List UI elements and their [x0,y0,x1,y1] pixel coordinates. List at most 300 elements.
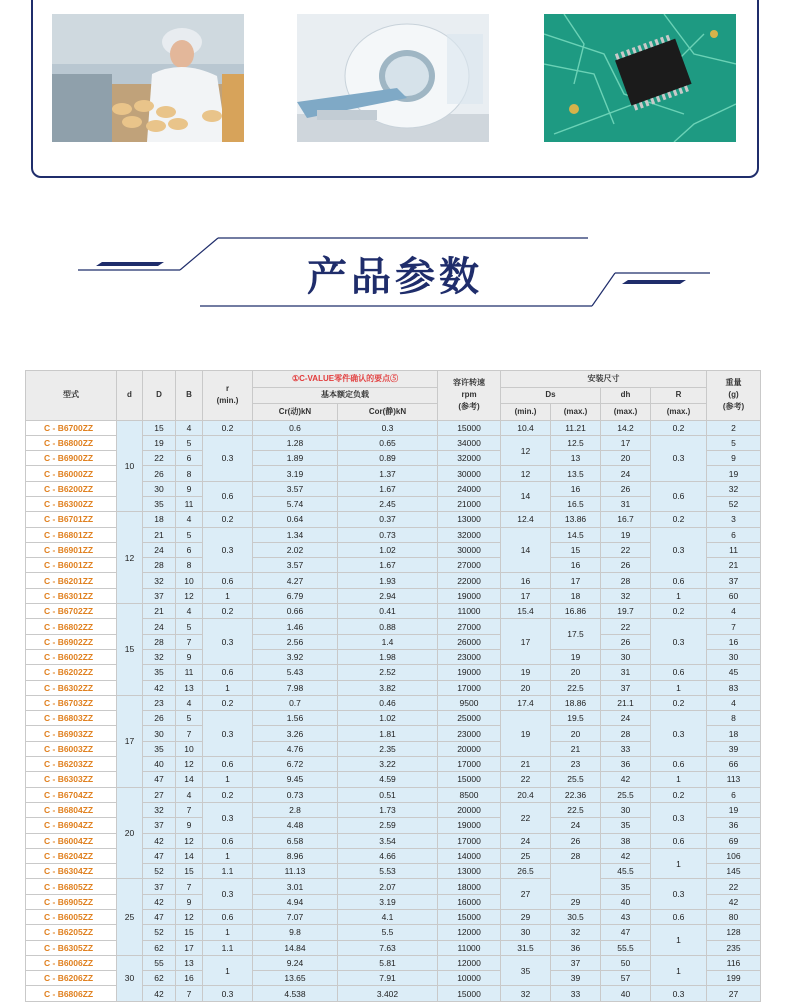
header-model: 型式 [26,371,117,421]
cell-dsmax: 22.36 [551,787,601,802]
cell-dh: 26 [601,558,651,573]
spec-table-body [26,420,761,1001]
cell-rpm: 32000 [438,527,501,542]
cell-R: 1 [651,848,707,879]
cell-model: C - B6301ZZ [26,588,117,603]
cell-D: 32 [143,802,176,817]
cell-model: C - B6000ZZ [26,466,117,481]
cell-d: 12 [117,512,143,604]
cell-g: 22 [707,879,761,894]
header-r-min: (min.) [216,396,239,406]
cell-cor: 2.59 [338,818,438,833]
cell-rpm: 19000 [438,588,501,603]
cell-D: 15 [143,420,176,435]
cell-r: 0.6 [203,481,253,512]
cell-rpm: 15000 [438,910,501,925]
cell-cor: 4.66 [338,848,438,863]
cell-dsmax: 15 [551,542,601,557]
cell-cr: 1.56 [253,711,338,726]
cell-dh: 22 [601,542,651,557]
cell-g: 80 [707,910,761,925]
cell-rpm: 10000 [438,971,501,986]
cell-B: 14 [176,848,203,863]
cell-r: 1.1 [203,940,253,955]
cell-rpm: 11000 [438,604,501,619]
cell-B: 4 [176,787,203,802]
cell-D: 32 [143,573,176,588]
cell-g: 37 [707,573,761,588]
cell-dsmax: 17 [551,573,601,588]
cell-r: 0.6 [203,833,253,848]
header-weight-1: 重量 [725,378,742,388]
cell-D: 18 [143,512,176,527]
cell-R: 0.6 [651,481,707,512]
table-row [26,695,761,710]
header-weight [707,371,761,421]
cell-cr: 4.27 [253,573,338,588]
header-install: 安装尺寸 [501,371,707,388]
cell-dh: 28 [601,726,651,741]
cell-cor: 2.94 [338,588,438,603]
cell-dsmax: 16.86 [551,604,601,619]
header-load-group [253,371,438,388]
table-row [26,879,761,894]
cell-dsmax: 26 [551,833,601,848]
cell-dsmin: 19 [501,711,551,757]
cell-dh: 26 [601,634,651,649]
cell-r: 1.1 [203,864,253,879]
cell-model: C - B6304ZZ [26,864,117,879]
cell-cor: 1.02 [338,542,438,557]
cell-cor: 1.4 [338,634,438,649]
cell-cor: 2.07 [338,879,438,894]
cell-D: 32 [143,649,176,664]
cell-dsmax: 22.5 [551,802,601,817]
cell-B: 6 [176,451,203,466]
cell-rpm: 19000 [438,665,501,680]
table-row [26,787,761,802]
cell-g: 39 [707,741,761,756]
cell-D: 47 [143,910,176,925]
cell-model: C - B6805ZZ [26,879,117,894]
cell-dsmax: 19 [551,649,601,664]
cell-cor: 3.22 [338,757,438,772]
cell-r: 0.2 [203,604,253,619]
cell-model: C - B6300ZZ [26,496,117,511]
cell-rpm: 25000 [438,711,501,726]
cell-g: 52 [707,496,761,511]
cell-dh: 42 [601,772,651,787]
cell-dh: 57 [601,971,651,986]
cell-cor: 5.53 [338,864,438,879]
cell-model: C - B6202ZZ [26,665,117,680]
cell-rpm: 21000 [438,496,501,511]
cell-rpm: 12000 [438,955,501,970]
cell-D: 62 [143,940,176,955]
cell-dsmax: 33 [551,986,601,1001]
cell-dsmax: 29 [551,894,601,909]
cell-cr: 5.43 [253,665,338,680]
cell-cor: 0.51 [338,787,438,802]
cell-B: 9 [176,894,203,909]
cell-cor: 0.65 [338,435,438,450]
cell-dh: 43 [601,910,651,925]
cell-dsmax: 11.21 [551,420,601,435]
cell-r: 0.2 [203,420,253,435]
cell-B: 14 [176,772,203,787]
cell-d: 25 [117,879,143,955]
cell-D: 37 [143,818,176,833]
cell-D: 47 [143,848,176,863]
cell-R: 0.6 [651,665,707,680]
cell-R: 1 [651,680,707,695]
cell-cr: 9.8 [253,925,338,940]
cell-cr: 6.79 [253,588,338,603]
cell-R: 0.3 [651,879,707,910]
cell-cr: 0.73 [253,787,338,802]
header-r [203,371,253,421]
cell-dsmin: 12.4 [501,512,551,527]
cell-cr: 1.46 [253,619,338,634]
cell-r: 1 [203,955,253,986]
cell-rpm: 26000 [438,634,501,649]
cell-dsmin: 17.4 [501,695,551,710]
cell-D: 26 [143,711,176,726]
cell-R: 0.3 [651,619,707,665]
cell-r: 0.3 [203,879,253,910]
cell-d: 17 [117,695,143,787]
cell-dh: 17 [601,435,651,450]
cell-dsmax: 17.5 [551,619,601,650]
cell-rpm: 32000 [438,451,501,466]
cell-g: 8 [707,711,761,726]
cell-cor: 2.35 [338,741,438,756]
cell-r: 0.3 [203,711,253,757]
cell-R: 1 [651,925,707,956]
cell-rpm: 17000 [438,757,501,772]
cell-B: 9 [176,649,203,664]
cell-B: 12 [176,757,203,772]
header-load-group-top: ①C-VALUE零件确认的要点⑤ [291,373,399,383]
table-row [26,604,761,619]
cell-cr: 3.26 [253,726,338,741]
cell-dh: 42 [601,848,651,863]
cell-dsmin: 31.5 [501,940,551,955]
cell-dsmax: 13 [551,451,601,466]
cell-D: 62 [143,971,176,986]
cell-R: 0.6 [651,573,707,588]
cell-g: 7 [707,619,761,634]
cell-rpm: 15000 [438,986,501,1001]
cell-B: 11 [176,496,203,511]
cell-dsmax: 13.86 [551,512,601,527]
section-title: 产品参数 [307,254,483,300]
cell-rpm: 30000 [438,466,501,481]
cell-dh: 55.5 [601,940,651,955]
cell-cor: 7.91 [338,971,438,986]
cell-dsmax: 22.5 [551,680,601,695]
cell-B: 15 [176,864,203,879]
cell-d: 15 [117,604,143,696]
cell-g: 21 [707,558,761,573]
cell-cr: 7.98 [253,680,338,695]
cell-dsmin: 27 [501,879,551,910]
cell-rpm: 15000 [438,420,501,435]
cell-D: 28 [143,558,176,573]
cell-cor: 4.1 [338,910,438,925]
cell-R: 0.2 [651,420,707,435]
cell-dh: 24 [601,466,651,481]
cell-cr: 1.34 [253,527,338,542]
cell-g: 18 [707,726,761,741]
cell-cr: 14.84 [253,940,338,955]
cell-D: 35 [143,741,176,756]
cell-r: 0.2 [203,787,253,802]
cell-dsmin: 35 [501,955,551,986]
cell-g: 36 [707,818,761,833]
cell-d: 30 [117,955,143,1001]
cell-model: C - B6701ZZ [26,512,117,527]
cell-rpm: 11000 [438,940,501,955]
cell-dh: 24 [601,711,651,726]
header-R-max: (max.) [651,404,707,421]
cell-R: 0.2 [651,512,707,527]
cell-dsmin: 30 [501,925,551,940]
cell-cr: 11.13 [253,864,338,879]
cell-dsmin: 17 [501,588,551,603]
cell-B: 4 [176,604,203,619]
cell-g: 42 [707,894,761,909]
header-ds: Ds [501,387,601,404]
cell-rpm: 20000 [438,802,501,817]
cell-cor: 1.67 [338,481,438,496]
cell-dh: 14.2 [601,420,651,435]
header-load-basic: 基本额定负载 [253,387,438,404]
cell-g: 83 [707,680,761,695]
cell-g: 199 [707,971,761,986]
cell-rpm: 13000 [438,512,501,527]
cell-dh: 22 [601,619,651,634]
cell-rpm: 23000 [438,649,501,664]
cell-dh: 40 [601,986,651,1001]
cell-cor: 1.98 [338,649,438,664]
cell-cor: 0.46 [338,695,438,710]
header-speed-1: 容许转速 [453,378,486,388]
cell-dh: 50 [601,955,651,970]
cell-R: 0.2 [651,787,707,802]
cell-rpm: 20000 [438,741,501,756]
cell-model: C - B6203ZZ [26,757,117,772]
header-dh-max: (max.) [601,404,651,421]
cell-B: 5 [176,435,203,450]
cell-cr: 2.02 [253,542,338,557]
cell-B: 10 [176,741,203,756]
cell-R: 0.2 [651,695,707,710]
cell-B: 4 [176,512,203,527]
cell-model: C - B6902ZZ [26,634,117,649]
cell-D: 24 [143,619,176,634]
cell-model: C - B6804ZZ [26,802,117,817]
cell-dsmin: 19 [501,665,551,680]
cell-D: 26 [143,466,176,481]
cell-B: 7 [176,634,203,649]
cell-dsmin: 24 [501,833,551,848]
cell-dsmin: 12 [501,435,551,466]
cell-cor: 1.81 [338,726,438,741]
cell-dsmax: 16.5 [551,496,601,511]
cell-g: 16 [707,634,761,649]
cell-cr: 4.538 [253,986,338,1001]
cell-cor: 1.93 [338,573,438,588]
header-B: B [176,371,203,421]
cell-g: 235 [707,940,761,955]
cell-B: 10 [176,573,203,588]
cell-cor: 2.52 [338,665,438,680]
cell-dh: 31 [601,496,651,511]
cell-cr: 2.56 [253,634,338,649]
cell-B: 12 [176,588,203,603]
cell-g: 19 [707,802,761,817]
header-r-label: r [225,384,230,394]
cell-model: C - B6904ZZ [26,818,117,833]
cell-g: 113 [707,772,761,787]
cell-rpm: 30000 [438,542,501,557]
cell-dsmax: 19.5 [551,711,601,726]
cell-dh: 19.7 [601,604,651,619]
cell-D: 30 [143,481,176,496]
cell-dh: 16.7 [601,512,651,527]
cell-rpm: 17000 [438,680,501,695]
cell-r: 0.3 [203,435,253,481]
cell-dsmax [551,864,601,895]
cell-D: 55 [143,955,176,970]
header-dh: dh [601,387,651,404]
cell-g: 19 [707,466,761,481]
header-ds-min: (min.) [501,404,551,421]
cell-model: C - B6905ZZ [26,894,117,909]
cell-cor: 0.41 [338,604,438,619]
cell-model: C - B6001ZZ [26,558,117,573]
cell-D: 52 [143,925,176,940]
cell-g: 60 [707,588,761,603]
cell-B: 7 [176,879,203,894]
cell-model: C - B6806ZZ [26,986,117,1001]
cell-rpm: 14000 [438,848,501,863]
cell-cr: 3.01 [253,879,338,894]
cell-D: 40 [143,757,176,772]
cell-cr: 5.74 [253,496,338,511]
cell-cor: 0.89 [338,451,438,466]
cell-cor: 1.67 [338,558,438,573]
cell-cr: 2.8 [253,802,338,817]
cell-dh: 28 [601,573,651,588]
cell-model: C - B6702ZZ [26,604,117,619]
cell-dsmax: 18 [551,588,601,603]
cell-cor: 3.19 [338,894,438,909]
cell-g: 32 [707,481,761,496]
cell-dsmax: 16 [551,558,601,573]
cell-B: 7 [176,726,203,741]
cell-cr: 1.28 [253,435,338,450]
cell-g: 116 [707,955,761,970]
cell-dsmin: 17 [501,619,551,665]
cell-g: 145 [707,864,761,879]
cell-model: C - B6800ZZ [26,435,117,450]
table-row [26,420,761,435]
cell-B: 16 [176,971,203,986]
cell-D: 35 [143,496,176,511]
cell-cr: 4.76 [253,741,338,756]
header-d: d [117,371,143,421]
cell-rpm: 12000 [438,925,501,940]
cell-dh: 32 [601,588,651,603]
header-D: D [143,371,176,421]
cell-cor: 4.59 [338,772,438,787]
cell-g: 5 [707,435,761,450]
cell-B: 4 [176,420,203,435]
cell-dh: 35 [601,818,651,833]
cell-dsmax: 28 [551,848,601,863]
cell-model: C - B6802ZZ [26,619,117,634]
cell-B: 13 [176,955,203,970]
cell-D: 35 [143,665,176,680]
cell-dh: 30 [601,802,651,817]
cell-model: C - B6305ZZ [26,940,117,955]
cell-rpm: 15000 [438,772,501,787]
cell-D: 27 [143,787,176,802]
cell-r: 0.6 [203,573,253,588]
cell-dsmin: 14 [501,481,551,512]
cell-D: 21 [143,527,176,542]
cell-dh: 37 [601,680,651,695]
cell-B: 5 [176,711,203,726]
cell-cor: 0.73 [338,527,438,542]
cell-dh: 35 [601,879,651,894]
cell-model: C - B6201ZZ [26,573,117,588]
header-R: R [651,387,707,404]
cell-dsmin: 26.5 [501,864,551,879]
cell-D: 42 [143,833,176,848]
cell-model: C - B6801ZZ [26,527,117,542]
cell-dsmax: 30.5 [551,910,601,925]
cell-dsmax: 20 [551,665,601,680]
cell-rpm: 16000 [438,894,501,909]
cell-g: 106 [707,848,761,863]
cell-dh: 40 [601,894,651,909]
cell-d: 20 [117,787,143,879]
cell-g: 6 [707,787,761,802]
cell-model: C - B6700ZZ [26,420,117,435]
cell-D: 47 [143,772,176,787]
cell-rpm: 17000 [438,833,501,848]
cell-g: 128 [707,925,761,940]
header-weight-3: (参考) [722,402,745,412]
cell-dsmax: 23 [551,757,601,772]
cell-cr: 4.94 [253,894,338,909]
cell-model: C - B6004ZZ [26,833,117,848]
cell-dsmax: 20 [551,726,601,741]
cell-r: 1 [203,848,253,863]
cell-model: C - B6006ZZ [26,955,117,970]
cell-g: 27 [707,986,761,1001]
header-speed-2: rpm [461,390,477,400]
cell-B: 5 [176,527,203,542]
cell-dh: 38 [601,833,651,848]
cell-B: 11 [176,665,203,680]
cell-cr: 3.92 [253,649,338,664]
cell-g: 45 [707,665,761,680]
cell-R: 1 [651,772,707,787]
